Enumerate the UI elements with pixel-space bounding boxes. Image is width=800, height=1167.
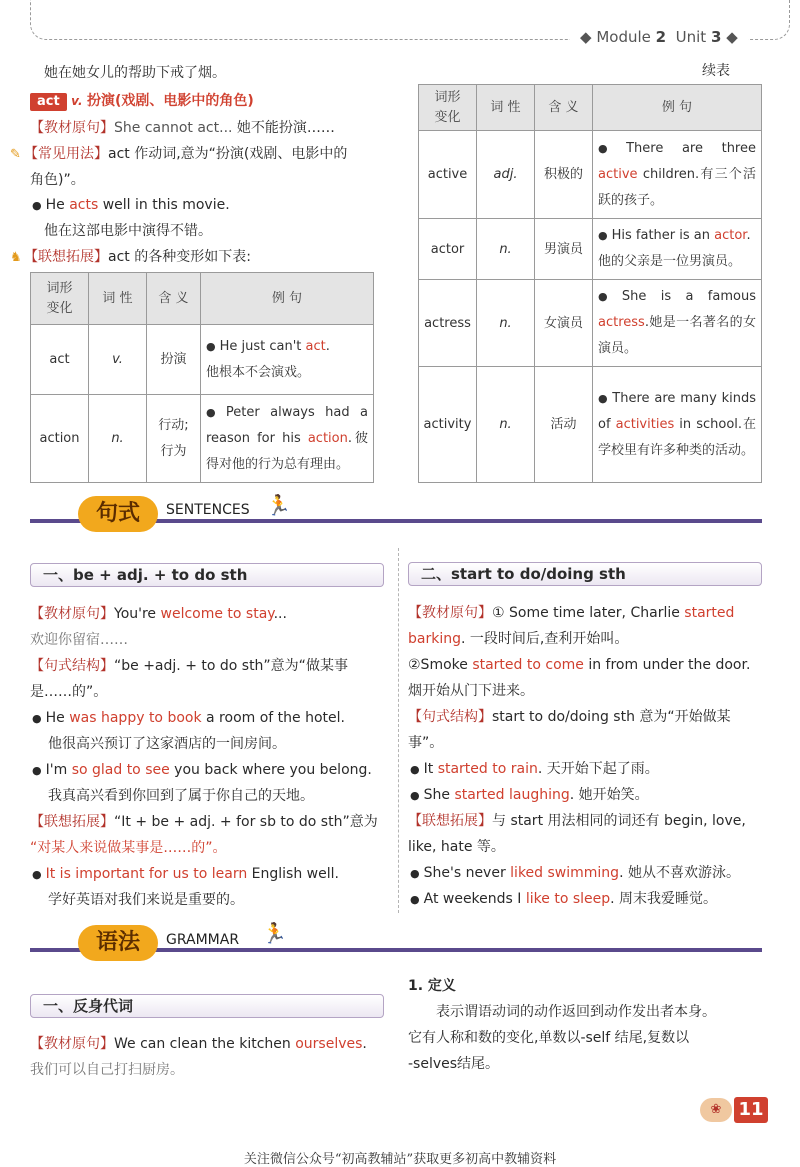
diamond-icon: ◆ bbox=[580, 28, 592, 46]
definition-line-1: 表示谓语动词的动作返回到动作发出者本身。 bbox=[436, 1004, 716, 1020]
act-forms-table-continued bbox=[418, 84, 762, 483]
bullet-icon: ● bbox=[32, 712, 42, 725]
bullet-icon: ● bbox=[410, 789, 420, 802]
s1-example-2: ● I'm so glad to see you back where you belong. bbox=[32, 762, 372, 778]
s1-association: 【联想拓展】“It + be + adj. + for sb to do sth”意为 bbox=[30, 814, 378, 830]
s1-association-cont: “对某人来说做某事是……的”。 bbox=[30, 840, 227, 856]
th-example: 例 句 bbox=[593, 85, 762, 131]
sentence-heading-1: 一、be + adj. + to do sth bbox=[30, 563, 384, 587]
table-row: actress n. 女演员 ● She is a famous actress.她是一名著名的女演员。 bbox=[419, 280, 762, 367]
th-pos: 词 性 bbox=[477, 85, 535, 131]
sentences-title-en: SENTENCES bbox=[166, 502, 250, 518]
s2-source-2: ②Smoke started to come in from under the door. bbox=[408, 657, 751, 673]
th-form: 词形 变化 bbox=[419, 85, 477, 131]
bullet-icon: ● bbox=[598, 391, 609, 405]
s2-structure-cont: 事”。 bbox=[408, 735, 444, 751]
book-icon: ❀ bbox=[700, 1098, 732, 1122]
g1-source-cn: 我们可以自己打扫厨房。 bbox=[30, 1062, 184, 1078]
s2-source-1: 【教材原句】① Some time later, Charlie started bbox=[408, 605, 735, 621]
bullet-icon: ● bbox=[206, 405, 222, 419]
s1-structure: 【句式结构】“be +adj. + to do sth”意为“做某事 bbox=[30, 658, 348, 674]
bullet-icon: ● bbox=[206, 339, 216, 353]
definition-line-2: 它有人称和数的变化,单数以-self 结尾,复数以 bbox=[408, 1030, 690, 1046]
s2-association-cont: like, hate 等。 bbox=[408, 839, 505, 855]
definition-line-3: -selves结尾。 bbox=[408, 1056, 500, 1072]
th-example: 例 句 bbox=[201, 273, 374, 325]
grammar-title-en: GRAMMAR bbox=[166, 932, 240, 948]
bullet-icon: ● bbox=[410, 893, 420, 906]
grammar-heading-1: 一、反身代词 bbox=[30, 994, 384, 1018]
act-source-sentence: 【教材原句】She cannot act... 她不能扮演…… bbox=[30, 120, 335, 136]
pen-icon: ✎ bbox=[10, 147, 21, 162]
act-usage: ✎ 【常见用法】act 作动词,意为“扮演(戏剧、电影中的 bbox=[10, 146, 348, 162]
s1-source-cn: 欢迎你留宿…… bbox=[30, 632, 128, 648]
definition-title: 1. 定义 bbox=[408, 978, 456, 994]
g1-source: 【教材原句】We can clean the kitchen ourselves. bbox=[30, 1036, 367, 1052]
act-example-en: ● He acts well in this movie. bbox=[32, 197, 230, 213]
bullet-icon: ● bbox=[410, 763, 420, 776]
sentence-heading-2: 二、start to do/doing sth bbox=[408, 562, 762, 586]
s2-example-4: ● At weekends I like to sleep. 周末我爱睡觉。 bbox=[410, 891, 718, 907]
footer-note: 关注微信公众号“初高教辅站”获取更多初高中教辅资料 bbox=[243, 1152, 557, 1167]
bullet-icon: ● bbox=[598, 290, 618, 303]
bullet-icon: ● bbox=[32, 764, 42, 777]
continued-label: 续表 bbox=[702, 63, 730, 79]
bullet-icon: ● bbox=[32, 199, 42, 212]
quit-smoking-cn: 她在她女儿的帮助下戒了烟。 bbox=[44, 65, 226, 81]
table-row: action n. 行动;行为 ● Peter always had a reason for his action.彼得对他的行为总有理由。 bbox=[31, 395, 374, 483]
s1-example-2-cn: 我真高兴看到你回到了属于你自己的天地。 bbox=[48, 788, 314, 804]
s1-example-1-cn: 他很高兴预订了这家酒店的一间房间。 bbox=[48, 736, 286, 752]
grammar-title: 语法 bbox=[78, 925, 158, 961]
th-meaning: 含 义 bbox=[147, 273, 201, 325]
s2-association: 【联想拓展】与 start 用法相同的词还有 begin, love, bbox=[408, 813, 746, 829]
s2-example-3: ● She's never liked swimming. 她从不喜欢游泳。 bbox=[410, 865, 740, 881]
act-example-cn: 他在这部电影中演得不错。 bbox=[44, 223, 212, 239]
page-number-badge bbox=[700, 1097, 770, 1125]
runner-icon: 🏃 bbox=[266, 493, 291, 517]
bullet-icon: ● bbox=[410, 867, 420, 880]
s2-structure: 【句式结构】start to do/doing sth 意为“开始做某 bbox=[408, 709, 731, 725]
s1-structure-cont: 是……的”。 bbox=[30, 684, 108, 700]
page-number: 11 bbox=[734, 1097, 768, 1123]
bullet-icon: ● bbox=[598, 229, 608, 242]
deer-icon: ♞ bbox=[10, 250, 22, 265]
diamond-icon: ◆ bbox=[726, 28, 738, 46]
s2-source-1-cont: barking. 一段时间后,查利开始叫。 bbox=[408, 631, 629, 647]
act-entry-heading: act v. 扮演(戏剧、电影中的角色) bbox=[30, 91, 254, 111]
th-meaning: 含 义 bbox=[535, 85, 593, 131]
table-row: act v. 扮演 ● He just can't act. 他根本不会演戏。 bbox=[31, 325, 374, 395]
th-pos: 词 性 bbox=[89, 273, 147, 325]
act-usage-cont: 角色)”。 bbox=[30, 172, 85, 188]
sentences-title: 句式 bbox=[78, 496, 158, 532]
runner-icon: 🏃 bbox=[262, 921, 287, 945]
act-forms-table bbox=[30, 272, 374, 483]
module-unit-header: ◆ Module 2 Unit 3 ◆ bbox=[570, 28, 748, 46]
s2-source-2-cn: 烟开始从门下进来。 bbox=[408, 683, 534, 699]
s2-example-1: ● It started to rain. 天开始下起了雨。 bbox=[410, 761, 659, 777]
bullet-icon: ● bbox=[598, 141, 623, 155]
s1-example-1: ● He was happy to book a room of the hotel. bbox=[32, 710, 345, 726]
act-association: ♞ 【联想拓展】act 的各种变形如下表: bbox=[10, 249, 251, 265]
s2-example-2: ● She started laughing. 她开始笑。 bbox=[410, 787, 649, 803]
column-divider bbox=[398, 548, 399, 913]
s1-example-3: ● It is important for us to learn English well. bbox=[32, 866, 339, 882]
s1-example-3-cn: 学好英语对我们来说是重要的。 bbox=[48, 892, 244, 908]
bullet-icon: ● bbox=[32, 868, 42, 881]
table-row: actor n. 男演员 ● His father is an actor. 他的父亲是一位男演员。 bbox=[419, 219, 762, 280]
th-form: 词形 变化 bbox=[31, 273, 89, 325]
table-row: activity n. 活动 ● There are many kinds of activities in school.在学校里有许多种类的活动。 bbox=[419, 367, 762, 483]
table-row: active adj. 积极的 ● There are three active children.有三个活跃的孩子。 bbox=[419, 131, 762, 219]
s1-source: 【教材原句】You're welcome to stay... bbox=[30, 606, 287, 622]
